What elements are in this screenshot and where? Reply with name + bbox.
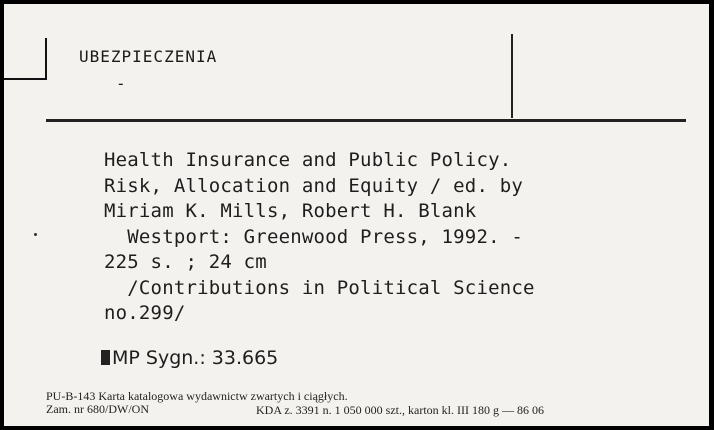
- editors-line: Miriam K. Mills, Robert H. Blank: [104, 200, 477, 222]
- title-line-2: Risk, Allocation and Equity / ed. by: [104, 174, 524, 197]
- bibliographic-entry: [104, 148, 535, 327]
- horizontal-rule: [46, 119, 686, 122]
- punch-dot: [34, 233, 37, 236]
- series-line: /Contributions in Political Science: [104, 276, 535, 299]
- corner-bracket-vertical: [45, 38, 47, 80]
- footer-line-1: PU-B-143 Karta katalogowa wydawnictw zwartych i ciągłych.: [46, 389, 348, 403]
- series-number-line: no.299/: [104, 302, 186, 324]
- signature-text: MP Sygn.: 33.665: [112, 347, 279, 369]
- subject-dash: -: [116, 74, 126, 93]
- subject-heading: UBEZPIECZENIA: [79, 47, 218, 66]
- pages-line: 225 s. ; 24 cm: [104, 251, 267, 273]
- call-number: [101, 347, 278, 369]
- footer-order-number: Zam. nr 680/DW/ON: [46, 402, 149, 416]
- corner-bracket-horizontal: [4, 78, 47, 80]
- title-line-1: Health Insurance and Public Policy.: [104, 149, 512, 171]
- footer-print-run: KDA z. 3391 n. 1 050 000 szt., karton kl. III 180 g — 86 06: [256, 403, 544, 417]
- stamp-mark-icon: [101, 350, 110, 365]
- publisher-line: Westport: Greenwood Press, 1992. -: [104, 225, 524, 248]
- right-divider-line: [511, 34, 513, 118]
- catalog-card: [4, 4, 709, 426]
